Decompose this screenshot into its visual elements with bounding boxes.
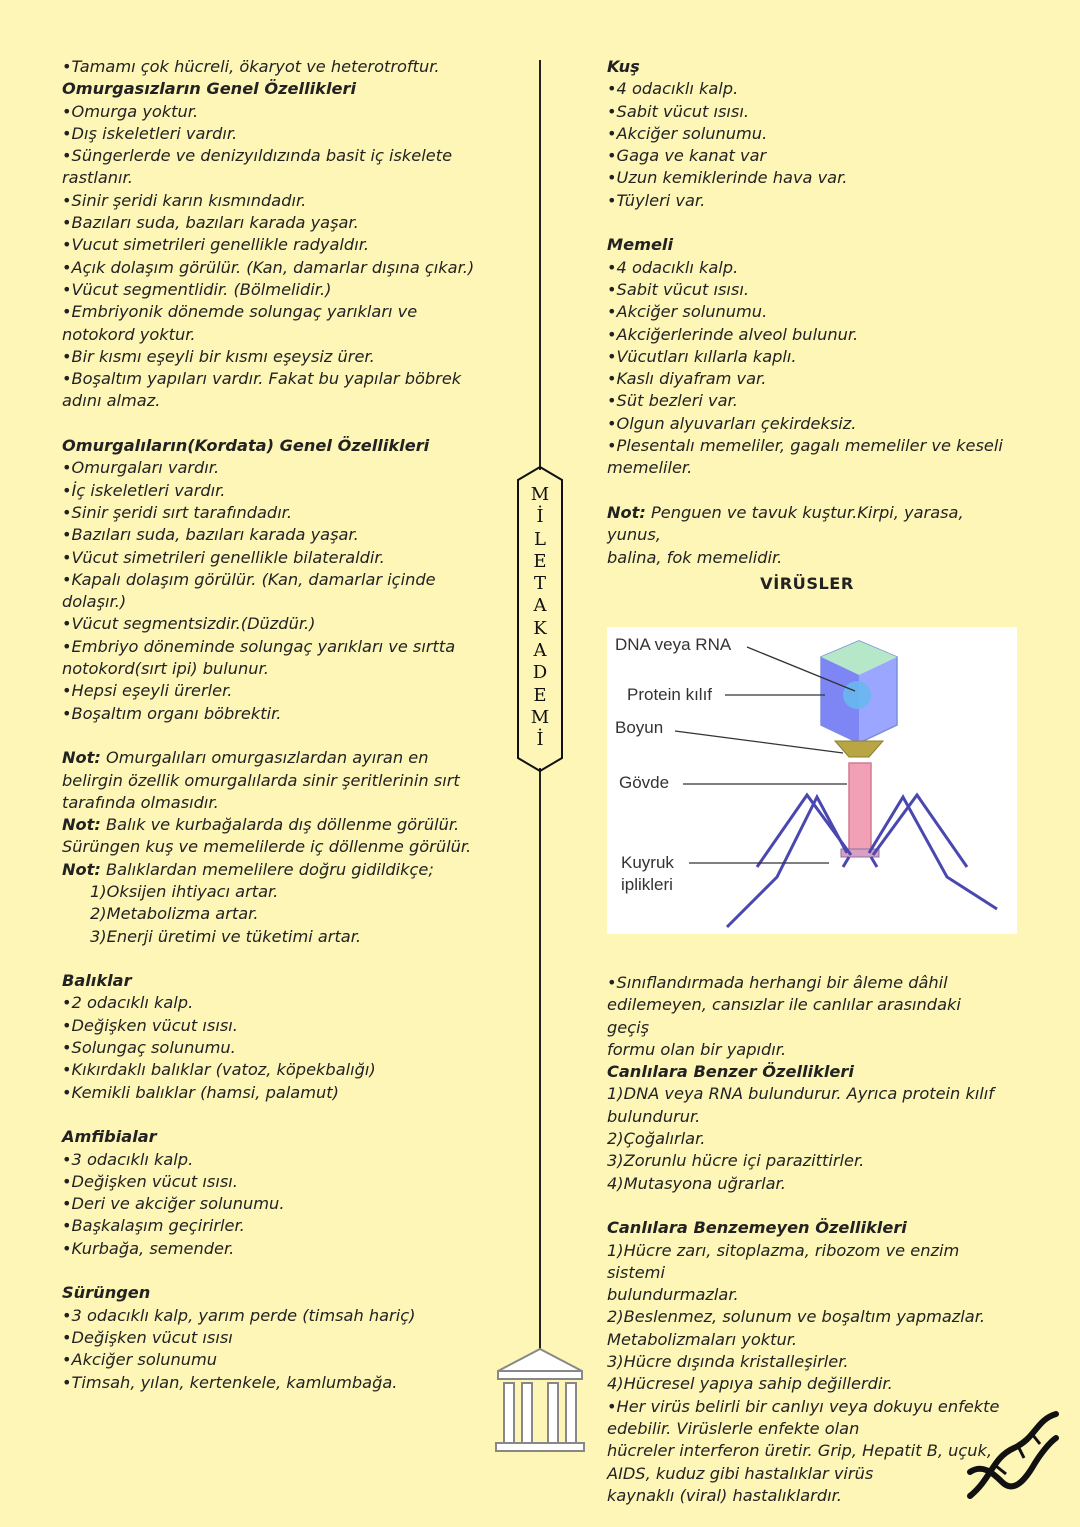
text-line: 4)Mutasyona uğrarlar. xyxy=(607,1173,786,1193)
text-line: •Sınıflandırmada herhangi bir âleme dâhil xyxy=(607,973,948,992)
text-line: belirgin özellik omurgalılarda sinir şeritlerinin sırt xyxy=(62,770,460,790)
text-line: •Embriyo döneminde solungaç yarıkları ve sırtta xyxy=(62,636,456,656)
text-line: •Başkalaşım geçirirler. xyxy=(62,1216,245,1236)
text-line: •Kemikli balıklar (hamsi, palamut) xyxy=(62,1082,339,1102)
text-line: •3 odacıklı kalp. xyxy=(62,1149,194,1169)
spacer xyxy=(62,1260,482,1282)
text-line: •Tamamı çok hücreli, ökaryot ve heterotroftur. xyxy=(62,57,440,76)
text-line: notokord(sırt ipi) bulunur. xyxy=(62,659,269,679)
text-line: •Vücut segmentlidir. (Bölmelidir.) xyxy=(62,279,332,299)
text-line: •Bazıları suda, bazıları karada yaşar. xyxy=(62,213,359,233)
text-line: notokord yoktur. xyxy=(62,324,196,344)
spacer xyxy=(607,1195,1007,1217)
text-line: •Tüyleri var. xyxy=(607,190,706,210)
text-line: •4 odacıklı kalp. xyxy=(607,79,739,99)
left-column xyxy=(62,56,482,1394)
text-line: •Sabit vücut ısısı. xyxy=(607,279,750,299)
virus-diagram xyxy=(607,627,1017,934)
brand-letter: İ xyxy=(536,506,544,528)
text-line: •Akciğer solunumu. xyxy=(607,302,768,322)
section-heading: Canlılara Benzer Özellikleri xyxy=(607,1062,854,1082)
text-line: Metabolizmaları yoktur. xyxy=(607,1329,798,1349)
label-tail-2: iplikleri xyxy=(621,875,673,894)
divider-top-line xyxy=(539,60,541,470)
text-line: adını almaz. xyxy=(62,391,161,411)
text-line: bulundurur. xyxy=(607,1106,701,1126)
brand-letter: A xyxy=(533,640,547,662)
text-line: •Değişken vücut ısısı xyxy=(62,1327,233,1347)
text-line: 3)Hücre dışında kristalleşirler. xyxy=(607,1352,849,1372)
note-label: Not: xyxy=(62,815,101,835)
text-line: •Değişken vücut ısısı. xyxy=(62,1171,238,1191)
text-line: memeliler. xyxy=(607,458,693,478)
text-line: •Embriyonik dönemde solungaç yarıkları ve xyxy=(62,302,418,322)
numbered-item: 1)Oksijen ihtiyacı artar. xyxy=(90,881,279,901)
note-text: Balıklardan memelilere doğru gidildikçe; xyxy=(106,859,434,879)
text-line: •Bazıları suda, bazıları karada yaşar. xyxy=(62,525,359,545)
spacer xyxy=(607,212,1007,234)
text-line: •Vücut simetrileri genellikle bilateraldir. xyxy=(62,547,385,567)
text-line: edilemeyen, cansızlar ile canlılar arasındaki geçiş xyxy=(607,995,967,1037)
right-column-bottom xyxy=(607,972,1007,1507)
text-line: 2)Beslenmez, solunum ve boşaltım yapmazlar. xyxy=(607,1307,986,1327)
right-column-top xyxy=(607,56,1007,569)
text-line: •Kurbağa, semender. xyxy=(62,1238,235,1258)
text-line: kaynaklı (viral) hastalıklardır. xyxy=(607,1485,842,1505)
section-heading: Omurgasızların Genel Özellikleri xyxy=(62,79,356,99)
text-line: 4)Hücresel yapıya sahip değillerdir. xyxy=(607,1374,893,1394)
note-label: Not: xyxy=(607,502,646,522)
text-line: 1)DNA veya RNA bulundurur. Ayrıca protein kılıf xyxy=(607,1084,995,1104)
brand-letter: İ xyxy=(536,729,544,751)
numbered-item: 2)Metabolizma artar. xyxy=(90,904,259,924)
text-line: •Deri ve akciğer solunumu. xyxy=(62,1194,285,1214)
text-line: •Omurga yoktur. xyxy=(62,101,199,121)
text-line: •Sinir şeridi sırt tarafındadır. xyxy=(62,502,292,522)
note-text: Omurgalıları omurgasızlardan ayıran en xyxy=(106,748,429,768)
brand-letter: K xyxy=(533,617,547,639)
section-heading: Omurgalıların(Kordata) Genel Özellikleri xyxy=(62,436,430,456)
text-line: •Değişken vücut ısısı. xyxy=(62,1015,238,1035)
text-line: •Dış iskeletleri vardır. xyxy=(62,123,238,143)
text-line: •Akciğer solunumu xyxy=(62,1350,218,1370)
note-label: Not: xyxy=(62,859,101,879)
text-line: •3 odacıklı kalp, yarım perde (timsah hariç) xyxy=(62,1305,416,1325)
note-text: Penguen ve tavuk kuştur.Kirpi, yarasa, yunus, xyxy=(607,502,969,545)
label-dna: DNA veya RNA xyxy=(615,635,732,654)
text-line: •Boşaltım yapıları vardır. Fakat bu yapılar böbrek xyxy=(62,369,462,389)
dna-helix-icon xyxy=(962,1408,1062,1508)
text-line: hücreler interferon üretir. Grip, Hepatit B, uçuk, xyxy=(607,1441,993,1461)
brand-letters xyxy=(516,484,564,752)
text-line: bulundurmazlar. xyxy=(607,1285,739,1305)
section-heading: Memeli xyxy=(607,235,674,255)
text-line: dolaşır.) xyxy=(62,592,127,612)
divider-bottom-line xyxy=(539,768,541,1358)
brand-letter: E xyxy=(533,684,547,706)
text-line: •Vucut simetrileri genellikle radyaldır. xyxy=(62,235,370,255)
note-text: Balık ve kurbağalarda dış döllenme görülür. xyxy=(106,815,460,835)
note-label: Not: xyxy=(62,748,101,768)
text-line: •Süt bezleri var. xyxy=(607,391,738,411)
section-heading: Balıklar xyxy=(62,971,132,991)
text-line: •Akciğerlerinde alveol bulunur. xyxy=(607,324,859,344)
text-line: •Her virüs belirli bir canlıyı veya dokuyu enfekte xyxy=(607,1396,1000,1416)
section-heading: Sürüngen xyxy=(62,1283,151,1303)
text-line: 3)Zorunlu hücre içi parazittirler. xyxy=(607,1151,865,1171)
label-capsid: Protein kılıf xyxy=(627,685,713,704)
virus-title-wrap xyxy=(607,565,1007,599)
label-neck: Boyun xyxy=(615,718,664,737)
text-line: •Süngerlerde ve denizyıldızında basit iç iskelete xyxy=(62,146,453,166)
note-line xyxy=(62,859,482,881)
text-line: formu olan bir yapıdır. xyxy=(607,1039,787,1059)
text-line: •Plesentalı memeliler, gagalı memeliler ve keseli xyxy=(607,436,1003,456)
text-line: •Hepsi eşeyli ürerler. xyxy=(62,681,233,701)
brand-letter: T xyxy=(533,573,546,595)
text-line: •Kapalı dolaşım görülür. (Kan, damarlar içinde xyxy=(62,569,436,589)
text-line: balina, fok memelidir. xyxy=(607,547,783,567)
text-line: •Boşaltım organı böbrektir. xyxy=(62,703,282,723)
brand-letter: A xyxy=(533,595,547,617)
text-line: •Bir kısmı eşeyli bir kısmı eşeysiz ürer. xyxy=(62,346,375,366)
text-line: tarafında olmasıdır. xyxy=(62,792,219,812)
text-line: •2 odacıklı kalp. xyxy=(62,993,194,1013)
spacer xyxy=(62,413,482,435)
text-line: •İç iskeletleri vardır. xyxy=(62,480,226,500)
brand-letter: D xyxy=(532,662,548,684)
text-line: •Kaslı diyafram var. xyxy=(607,369,767,389)
section-heading: Kuş xyxy=(607,57,640,76)
text-line: 1)Hücre zarı, sitoplazma, ribozom ve enzim sistemi xyxy=(607,1240,965,1282)
text-line: •Vücut segmentsizdir.(Düzdür.) xyxy=(62,614,316,634)
temple-icon xyxy=(492,1345,588,1459)
spacer xyxy=(62,725,482,747)
note-line xyxy=(62,747,482,769)
spacer xyxy=(62,948,482,970)
brand-letter: L xyxy=(534,528,546,550)
brand-hexagon xyxy=(516,466,564,772)
text-line: 2)Çoğalırlar. xyxy=(607,1129,706,1149)
numbered-item: 3)Enerji üretimi ve tüketimi artar. xyxy=(90,926,362,946)
brand-letter: M xyxy=(530,484,550,505)
brand-letter: M xyxy=(530,706,550,728)
text-line: •Açık dolaşım görülür. (Kan, damarlar dışına çıkar.) xyxy=(62,257,475,277)
note-line xyxy=(607,502,1007,547)
text-line: •Gaga ve kanat var xyxy=(607,146,767,166)
virus-title: VİRÜSLER xyxy=(760,574,854,593)
text-line: rastlanır. xyxy=(62,168,133,188)
text-line: •Omurgaları vardır. xyxy=(62,458,220,478)
text-line: •Akciğer solunumu. xyxy=(607,123,768,143)
text-line: •Kıkırdaklı balıklar (vatoz, köpekbalığı) xyxy=(62,1060,376,1080)
label-body: Gövde xyxy=(619,773,670,792)
text-line: •Sinir şeridi karın kısmındadır. xyxy=(62,190,307,210)
spacer xyxy=(62,1104,482,1126)
note-line xyxy=(62,814,482,836)
text-line: Sürüngen kuş ve memelilerde iç döllenme görülür. xyxy=(62,837,472,857)
text-line: •Olgun alyuvarları çekirdeksiz. xyxy=(607,413,857,433)
brand-letter: E xyxy=(533,550,547,572)
text-line: •Sabit vücut ısısı. xyxy=(607,101,750,121)
label-tail-1: Kuyruk xyxy=(621,853,674,872)
text-line: •Solungaç solunumu. xyxy=(62,1038,236,1058)
text-line: •Vücutları kıllarla kaplı. xyxy=(607,346,797,366)
text-line: AIDS, kuduz gibi hastalıklar virüs xyxy=(607,1463,874,1483)
text-line: •Uzun kemiklerinde hava var. xyxy=(607,168,848,188)
spacer xyxy=(607,480,1007,502)
text-line: edebilir. Virüslerle enfekte olan xyxy=(607,1418,860,1438)
text-line: •Timsah, yılan, kertenkele, kamlumbağa. xyxy=(62,1372,398,1392)
section-heading: Canlılara Benzemeyen Özellikleri xyxy=(607,1218,907,1238)
section-heading: Amfibialar xyxy=(62,1127,157,1147)
text-line: •4 odacıklı kalp. xyxy=(607,257,739,277)
